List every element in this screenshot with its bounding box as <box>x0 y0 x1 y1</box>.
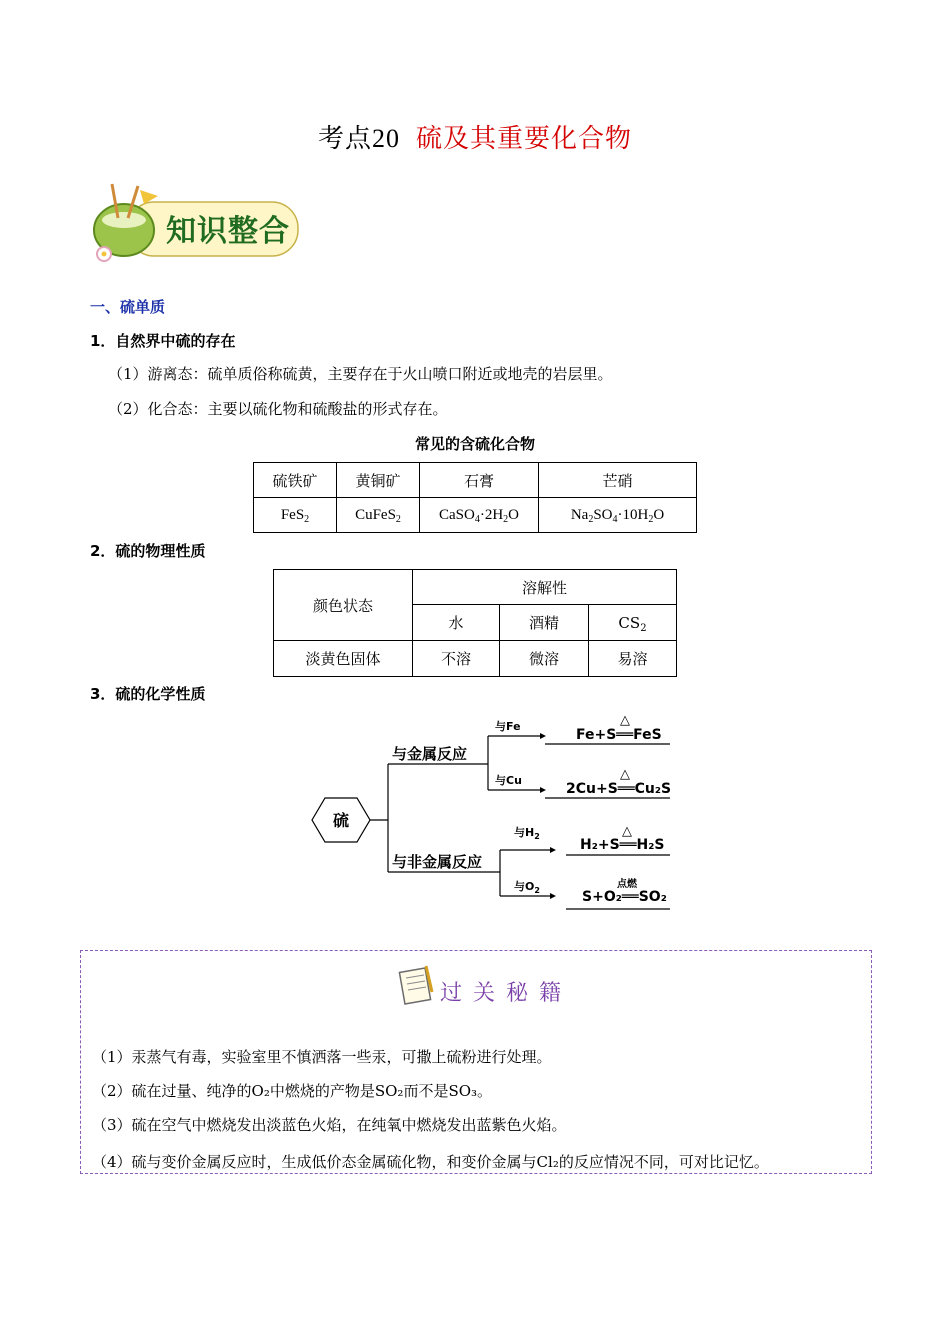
knowledge-banner <box>88 180 308 270</box>
table-header: 芒硝 <box>539 463 697 498</box>
heat-symbol: △ <box>620 767 630 782</box>
table-header: $CS_2$ <box>589 605 677 641</box>
label-cu: 与Cu <box>495 774 522 787</box>
table-header: 颜色状态 <box>274 570 413 641</box>
banner-text: 知识整合 <box>166 214 290 249</box>
tip-item: （2）硫在过量、纯净的O₂中燃烧的产物是SO₂而不是SO₃。 <box>92 1082 493 1100</box>
table-cell: 不溶 <box>413 641 500 677</box>
title-number: 20 <box>372 124 400 153</box>
subsection-heading: 2．硫的物理性质 <box>90 542 206 560</box>
title-topic: 硫及其重要化合物 <box>416 124 633 154</box>
table-header: 石膏 <box>420 463 539 498</box>
label-h2: 与$H_2$ <box>514 826 540 841</box>
table-cell: 微溶 <box>500 641 589 677</box>
label-fe: 与Fe <box>495 720 521 733</box>
table-cell: 易溶 <box>589 641 677 677</box>
tip-item: （3）硫在空气中燃烧发出淡蓝色火焰，在纯氧中燃烧发出蓝紫色火焰。 <box>92 1116 567 1134</box>
paragraph: （1）游离态：硫单质俗称硫黄，主要存在于火山喷口附近或地壳的岩层里。 <box>108 365 613 383</box>
subsection-heading: 3．硫的化学性质 <box>90 685 206 703</box>
title-prefix: 考点 <box>317 124 372 154</box>
section-heading: 一、硫单质 <box>90 298 166 316</box>
equation-o2: S+O₂══SO₂ <box>582 889 667 905</box>
diagram-center: 硫 <box>332 811 350 830</box>
table-cell: $Na_2SO_4\cdot 10H_2O$ <box>539 498 697 533</box>
table-caption: 常见的含硫化合物 <box>414 435 535 453</box>
chemical-properties-diagram <box>0 700 950 920</box>
table-cell: FeS$_2$ <box>254 498 337 533</box>
paragraph: （2）化合态：主要以硫化物和硫酸盐的形式存在。 <box>108 400 448 418</box>
table-header: 水 <box>413 605 500 641</box>
table-header: 酒精 <box>500 605 589 641</box>
tips-heading: 过 关 秘 籍 <box>440 981 563 1006</box>
tip-item: （1）汞蒸气有毒，实验室里不慎洒落一些汞，可撒上硫粉进行处理。 <box>92 1048 552 1066</box>
ignite-label: 点燃 <box>617 879 637 890</box>
equation-h2: H₂+S══H₂S <box>580 837 665 853</box>
heat-symbol: △ <box>620 713 630 728</box>
table-cell: 淡黄色固体 <box>274 641 413 677</box>
physical-properties-table <box>273 569 677 677</box>
table-cell: CuFeS$_2$ <box>337 498 420 533</box>
branch-nonmetal: 与非金属反应 <box>392 853 483 871</box>
notepad-icon <box>396 962 436 1010</box>
table-header: 溶解性 <box>413 570 677 605</box>
branch-metal: 与金属反应 <box>392 745 468 763</box>
tip-item: （4）硫与变价金属反应时，生成低价态金属硫化物，和变价金属与Cl₂的反应情况不同，可对比记忆。 <box>92 1153 769 1171</box>
heat-symbol: △ <box>622 824 632 839</box>
label-o2: 与$O_2$ <box>514 880 540 895</box>
table-cell: $CaSO_4\cdot 2H_2O$ <box>420 498 539 533</box>
table-header: 黄铜矿 <box>337 463 420 498</box>
table-header: 硫铁矿 <box>254 463 337 498</box>
sulfur-compounds-table <box>253 462 697 533</box>
subsection-heading: 1．自然界中硫的存在 <box>90 332 236 350</box>
equation-cu: 2Cu+S══Cu₂S <box>566 781 672 797</box>
equation-fe: Fe+S══FeS <box>576 727 662 743</box>
page-title <box>0 118 950 155</box>
